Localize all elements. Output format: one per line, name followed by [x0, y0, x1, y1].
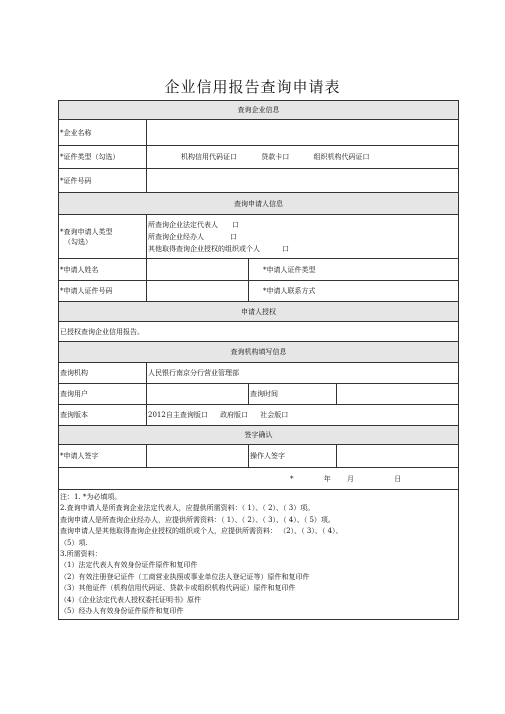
note-line: 3.所需资料：: [60, 550, 102, 559]
agency-time-field[interactable]: [337, 384, 459, 405]
note-line: （3）其他证件（机构信用代码证、贷款卡或组织机构代码证）原件和复印件: [60, 584, 296, 593]
note-line: 2.查询申请人是所查询企业法定代表人，应提供所需资料：（ 1）、（ 2）、（ 3）项。: [60, 504, 315, 513]
version-option-government[interactable]: 政府版口: [220, 411, 249, 419]
agency-org-value: 人民银行南京分行营业管理部: [147, 363, 459, 384]
applicant-type-option-legal-rep[interactable]: 所查询企业法定代表人 口: [148, 220, 239, 229]
note-line: 注：1. *为必填项。: [60, 493, 122, 501]
id-number-label: *证件号码: [59, 169, 147, 193]
applicant-type-options: [147, 215, 459, 259]
applicant-id-number-field[interactable]: [147, 281, 249, 302]
note-line: （5）项.: [60, 538, 88, 547]
applicant-signature-field[interactable]: [147, 445, 249, 468]
id-type-options: [147, 146, 459, 169]
agency-user-field[interactable]: [147, 384, 249, 405]
operator-signature-label: 操作人签字: [249, 445, 337, 468]
id-type-option-loan-card[interactable]: 贷款卡口: [261, 153, 290, 161]
notes-block: [59, 490, 459, 620]
section-company-header: 查询企业信息: [59, 101, 459, 120]
id-number-field[interactable]: [147, 169, 459, 193]
note-line: （5）经办人有效身份证件原件和复印件: [60, 607, 184, 616]
applicant-contact-cell: [249, 281, 459, 302]
agency-version-label: 查询版本: [59, 405, 147, 426]
agency-user-label: 查询用户: [59, 384, 147, 405]
applicant-type-label-line2: （勾选）: [64, 237, 92, 246]
operator-signature-field[interactable]: [337, 445, 459, 468]
section-auth-header: 申请人授权: [59, 302, 459, 322]
applicant-type-option-authorized[interactable]: 其他取得查询企业授权的组织或个人 口: [148, 244, 289, 253]
company-name-field[interactable]: [147, 120, 459, 146]
agency-org-label: 查询机构: [59, 363, 147, 384]
note-line: （4）《企业法定代表人授权委托证明书》原件: [60, 595, 201, 604]
applicant-id-type-cell: [249, 259, 459, 281]
applicant-name-label: *申请人姓名: [59, 259, 147, 281]
applicant-id-type-label: *申请人证件类型: [263, 265, 316, 274]
page-title: 企业信用报告查询申请表: [164, 78, 341, 96]
sign-date-line: [59, 468, 459, 490]
note-line: （2）有效注册登记证件（工商营业执照或事业单位法人登记证等）原件和复印件: [60, 572, 310, 581]
date-star: *: [290, 474, 294, 483]
date-month: 月: [346, 474, 354, 483]
auth-text: 已授权查询企业信用报告。: [59, 322, 459, 342]
id-type-option-credit-code[interactable]: 机构信用代码证口: [181, 153, 237, 161]
applicant-type-label: [59, 215, 147, 259]
section-applicant-header: 查询申请人信息: [59, 193, 459, 215]
version-option-social[interactable]: 社会版口: [260, 411, 289, 419]
applicant-contact-label: *申请人联系方式: [263, 287, 316, 295]
agency-version-options: [147, 405, 459, 426]
section-sign-header: 签字确认: [59, 426, 459, 445]
id-type-option-org-code[interactable]: 组织机构代码证口: [313, 153, 370, 161]
date-year: 年: [323, 474, 331, 483]
applicant-name-field[interactable]: [147, 259, 249, 281]
version-option-self[interactable]: 2012自主查询版口: [148, 411, 208, 419]
applicant-signature-label: *申请人签字: [59, 445, 147, 468]
applicant-id-number-label: *申请人证件号码: [59, 281, 147, 302]
section-agency-header: 查询机构填写信息: [59, 342, 459, 363]
applicant-type-label-line1: *查询申请人类型: [60, 227, 113, 236]
agency-time-label: 查询时间: [249, 384, 337, 405]
note-line: 查询申请人是所查询企业经办人，应提供所需资料：（ 1）、（ 2）、（ 3）、（ 4）、（ 5）项。: [60, 515, 335, 524]
id-type-label: *证件类型（勾选）: [59, 146, 147, 169]
company-name-label: *企业名称: [59, 120, 147, 146]
date-day: 日: [394, 474, 402, 483]
note-line: 查询申请人是其他取得查询企业授权的组织或个人，应提供所需资料： （2）、（ 3）、（ 4）、: [60, 527, 343, 536]
application-form-table: [58, 100, 459, 620]
applicant-type-option-agent[interactable]: 所查询企业经办人 口: [148, 232, 237, 241]
note-line: （1）法定代表人有效身份证件原件和复印件: [60, 561, 198, 570]
